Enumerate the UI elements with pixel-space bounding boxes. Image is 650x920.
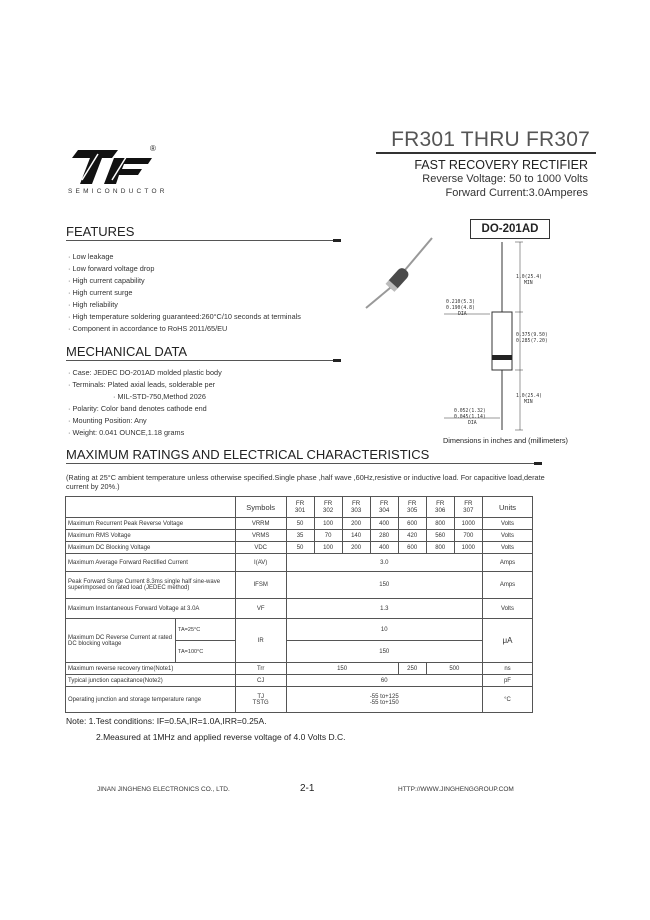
list-item: · Weight: 0.041 OUNCE,1.18 grams	[68, 427, 222, 439]
table-row: Maximum Average Forward Rectified Current I(AV) 3.0 Amps	[66, 554, 533, 572]
title-rule	[376, 152, 596, 154]
list-item: · High current capability	[68, 275, 301, 287]
features-tick	[333, 239, 341, 242]
list-item: · Low forward voltage drop	[68, 263, 301, 275]
table-row: Maximum reverse recovery time(Note1) Trr 150 250 500 ns	[66, 663, 533, 675]
table-row: Peak Forward Surge Current 8.3ms single half sine-wave superimposed on rated load (JEDEC method) IFSM 150 Amps	[66, 572, 533, 599]
rating-conditions: (Rating at 25°C ambient temperature unless otherwise specified.Single phase ,half wave ,60Hz,resistive or inductive load. For capacitive load,derate current by 20%.)	[66, 473, 545, 491]
dim-body-dia: 0.210(5.3) 0.190(4.8) DIA	[446, 300, 475, 317]
mechanical-heading: MECHANICAL DATA	[66, 344, 188, 359]
mechanical-rule	[66, 360, 336, 361]
table-row: Maximum RMS Voltage VRMS 35 70 140 280 420 560 700 Volts	[66, 530, 533, 542]
features-rule	[66, 240, 336, 241]
ratings-heading: MAXIMUM RATINGS AND ELECTRICAL CHARACTERISTICS	[66, 447, 430, 462]
symbols-header: Symbols	[235, 497, 286, 518]
list-item: · High reliability	[68, 299, 301, 311]
table-row: Maximum DC Reverse Current at rated DC blocking voltage TA=25°C IR 10 μA	[66, 619, 533, 641]
registered-mark: ®	[150, 144, 156, 153]
list-item: · High temperature soldering guaranteed:260°C/10 seconds at terminals	[68, 311, 301, 323]
part-header: FR 302	[314, 497, 342, 518]
dimensions-note: Dimensions in inches and (millimeters)	[443, 436, 568, 445]
note-1: Note: 1.Test conditions: IF=0.5A,IR=1.0A,IRR=0.25A.	[66, 716, 267, 726]
table-row: Maximum Recurrent Peak Reverse Voltage VRRM 50 100 200 400 600 800 1000 Volts	[66, 518, 533, 530]
footer-company: JINAN JINGHENG ELECTRONICS CO., LTD.	[97, 786, 230, 793]
part-header: FR 303	[342, 497, 370, 518]
list-item: · High current surge	[68, 287, 301, 299]
forward-current: Forward Current:3.0Amperes	[445, 187, 588, 199]
ratings-table	[65, 496, 533, 713]
dim-body-length: 0.375(9.50) 0.285(7.20)	[516, 333, 548, 344]
part-header: FR 307	[454, 497, 482, 518]
package-name: DO-201AD	[470, 219, 550, 239]
product-subtitle: FAST RECOVERY RECTIFIER	[414, 158, 588, 172]
dim-lead-top: 1.0(25.4) MIN	[516, 275, 542, 286]
logo-subtitle: SEMICONDUCTOR	[68, 188, 168, 195]
footer-url: HTTP://WWW.JINGHENGGROUP.COM	[398, 786, 514, 793]
company-logo	[72, 150, 152, 184]
table-row: Typical junction capacitance(Note2) CJ 60 pF	[66, 675, 533, 687]
mechanical-tick	[333, 359, 341, 362]
ratings-tick	[534, 462, 542, 465]
table-row: TA=100°C 150	[66, 641, 533, 663]
list-item: · Polarity: Color band denotes cathode end	[68, 403, 222, 415]
table-row: Operating junction and storage temperature range TJ TSTG -55 to+125 -55 to+150 °C	[66, 687, 533, 713]
list-item: · Mounting Position: Any	[68, 415, 222, 427]
page-title: FR301 THRU FR307	[391, 128, 590, 151]
note-2: 2.Measured at 1MHz and applied reverse voltage of 4.0 Volts D.C.	[96, 732, 346, 742]
reverse-voltage: Reverse Voltage: 50 to 1000 Volts	[422, 173, 588, 185]
units-header: Units	[482, 497, 532, 518]
mechanical-list	[68, 367, 222, 439]
list-item: · Case: JEDEC DO-201AD molded plastic body	[68, 367, 222, 379]
list-item: · Terminals: Plated axial leads, solderable per	[68, 379, 222, 391]
features-heading: FEATURES	[66, 224, 135, 239]
ratings-rule	[66, 463, 536, 464]
page-number: 2-1	[300, 783, 315, 794]
table-row: Maximum Instantaneous Forward Voltage at 3.0A VF 1.3 Volts	[66, 599, 533, 619]
features-list	[68, 251, 301, 335]
list-item: · MIL-STD-750,Method 2026	[68, 391, 222, 403]
table-row: Maximum DC Blocking Voltage VDC 50 100 200 400 600 800 1000 Volts	[66, 542, 533, 554]
part-header: FR 304	[370, 497, 398, 518]
dim-lead-bottom: 1.0(25.4) MIN	[516, 394, 542, 405]
part-header: FR 305	[398, 497, 426, 518]
diode-icon	[360, 232, 440, 312]
list-item: · Component in accordance to RoHS 2011/65/EU	[68, 323, 301, 335]
part-header: FR 306	[426, 497, 454, 518]
list-item: · Low leakage	[68, 251, 301, 263]
part-header: FR 301	[286, 497, 314, 518]
table-header-row	[66, 497, 533, 518]
notes	[66, 713, 345, 745]
dim-lead-dia: 0.052(1.32) 0.045(1.14) DIA	[454, 409, 486, 426]
